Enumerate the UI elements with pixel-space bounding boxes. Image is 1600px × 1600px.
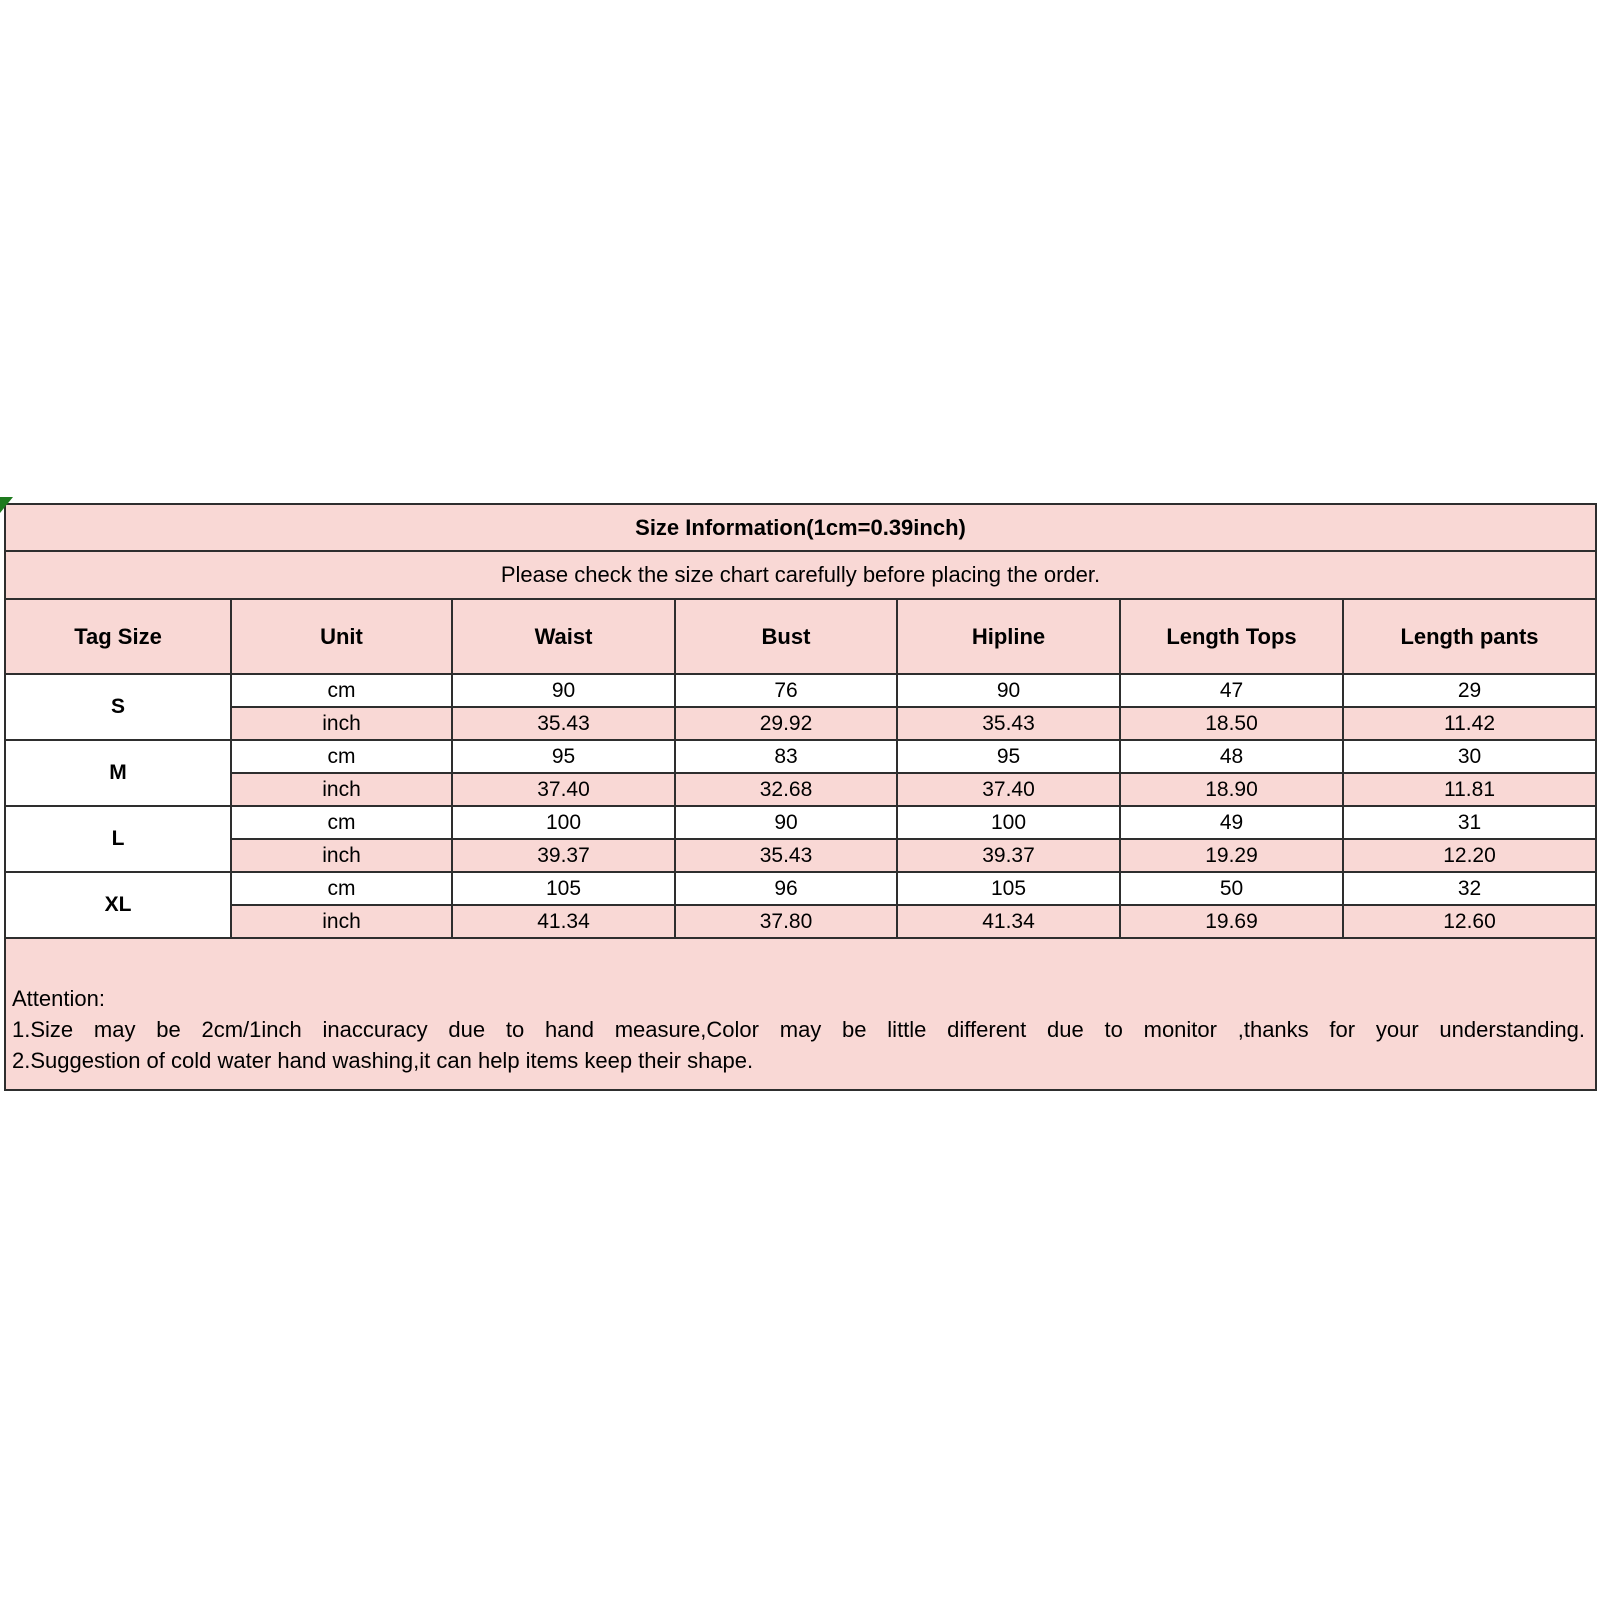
cell-length-tops: 50 [1120, 872, 1343, 905]
cell-hipline: 39.37 [897, 839, 1120, 872]
cell-bust: 90 [675, 806, 897, 839]
cell-bust: 96 [675, 872, 897, 905]
cell-waist: 35.43 [452, 707, 675, 740]
cell-hipline: 90 [897, 674, 1120, 707]
cell-length-tops: 49 [1120, 806, 1343, 839]
col-header-length-tops: Length Tops [1120, 599, 1343, 674]
cell-length-tops: 18.90 [1120, 773, 1343, 806]
cell-waist: 39.37 [452, 839, 675, 872]
table-row-m-inch [5, 773, 1596, 806]
unit-cell: inch [231, 905, 452, 938]
attention-heading: Attention: [12, 986, 105, 1011]
cell-bust: 29.92 [675, 707, 897, 740]
cell-waist: 41.34 [452, 905, 675, 938]
tag-size-l: L [5, 806, 231, 872]
tag-size-s: S [5, 674, 231, 740]
size-chart-area [4, 503, 1595, 1091]
cell-bust: 76 [675, 674, 897, 707]
table-row-s-inch [5, 707, 1596, 740]
attention-row [5, 938, 1596, 1090]
cell-length-tops: 19.29 [1120, 839, 1343, 872]
attention-line-2: 2.Suggestion of cold water hand washing,it can help items keep their shape. [12, 1048, 754, 1073]
unit-cell: cm [231, 740, 452, 773]
table-title: Size Information(1cm=0.39inch) [5, 504, 1596, 551]
table-subtitle: Please check the size chart carefully before placing the order. [5, 551, 1596, 599]
unit-cell: cm [231, 806, 452, 839]
table-row-xl-cm [5, 872, 1596, 905]
col-header-tag-size: Tag Size [5, 599, 231, 674]
unit-cell: inch [231, 773, 452, 806]
cell-waist: 105 [452, 872, 675, 905]
title-row [5, 504, 1596, 551]
cell-hipline: 95 [897, 740, 1120, 773]
cell-waist: 95 [452, 740, 675, 773]
cell-hipline: 100 [897, 806, 1120, 839]
cell-length-pants: 30 [1343, 740, 1596, 773]
tag-size-m: M [5, 740, 231, 806]
tag-size-xl: XL [5, 872, 231, 938]
table-row-l-cm [5, 806, 1596, 839]
cell-bust: 37.80 [675, 905, 897, 938]
cell-hipline: 105 [897, 872, 1120, 905]
table-row-s-cm [5, 674, 1596, 707]
cell-hipline: 35.43 [897, 707, 1120, 740]
cell-bust: 35.43 [675, 839, 897, 872]
green-corner-artifact [0, 497, 13, 513]
col-header-length-pants: Length pants [1343, 599, 1596, 674]
cell-hipline: 41.34 [897, 905, 1120, 938]
cell-length-pants: 12.60 [1343, 905, 1596, 938]
cell-length-pants: 32 [1343, 872, 1596, 905]
header-row [5, 599, 1596, 674]
unit-cell: cm [231, 872, 452, 905]
cell-waist: 100 [452, 806, 675, 839]
cell-waist: 37.40 [452, 773, 675, 806]
attention-line-1: 1.Size may be 2cm/1inch inaccuracy due to hand measure,Color may be little different due to monitor ,thanks for your understanding. [12, 1017, 1585, 1042]
cell-hipline: 37.40 [897, 773, 1120, 806]
col-header-hipline: Hipline [897, 599, 1120, 674]
table-row-m-cm [5, 740, 1596, 773]
cell-length-tops: 48 [1120, 740, 1343, 773]
cell-length-pants: 11.42 [1343, 707, 1596, 740]
cell-bust: 83 [675, 740, 897, 773]
unit-cell: inch [231, 707, 452, 740]
cell-length-pants: 11.81 [1343, 773, 1596, 806]
cell-bust: 32.68 [675, 773, 897, 806]
table-row-l-inch [5, 839, 1596, 872]
cell-length-tops: 18.50 [1120, 707, 1343, 740]
cell-length-pants: 31 [1343, 806, 1596, 839]
col-header-waist: Waist [452, 599, 675, 674]
cell-length-tops: 47 [1120, 674, 1343, 707]
cell-length-pants: 12.20 [1343, 839, 1596, 872]
table-row-xl-inch [5, 905, 1596, 938]
cell-length-pants: 29 [1343, 674, 1596, 707]
unit-cell: cm [231, 674, 452, 707]
unit-cell: inch [231, 839, 452, 872]
cell-waist: 90 [452, 674, 675, 707]
col-header-unit: Unit [231, 599, 452, 674]
subtitle-row [5, 551, 1596, 599]
size-chart-table [4, 503, 1597, 1091]
cell-length-tops: 19.69 [1120, 905, 1343, 938]
col-header-bust: Bust [675, 599, 897, 674]
